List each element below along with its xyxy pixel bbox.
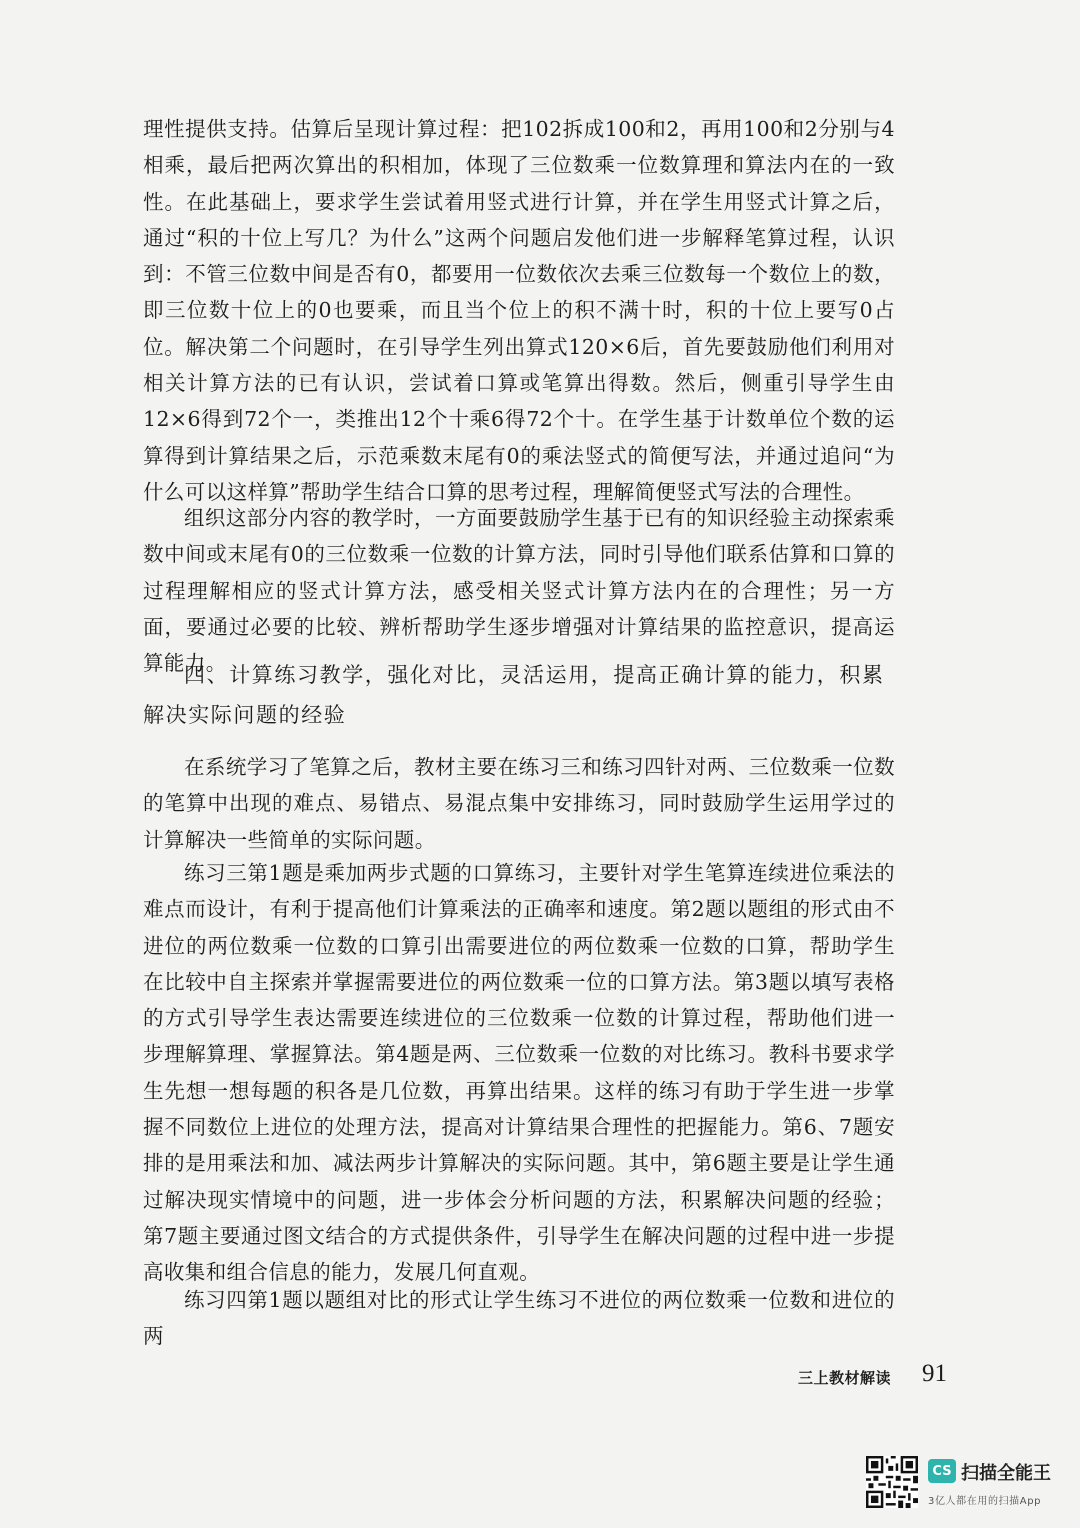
qr-code-icon: [866, 1456, 918, 1508]
paragraph-1: 理性提供支持。估算后呈现计算过程：把102拆成100和2，再用100和2分别与4相乘，最后把两次算出的积相加，体现了三位数乘一位数算理和算法内在的一致性。在此基础上，要求学生尝试着用竖式进行计算，并在学生用竖式计算之后，通过“积的十位上写几？为什么”这两个问题启发他们进一步解释笔算过程，认识到：不管三位数中间是否有0，都要用一位数依次去乘三位数每一个数位上的数，即三位数十位上的0也要乘，而且当个位上的积不满十时，积的十位上要写0占位。解决第二个问题时，在引导学生列出算式120×6后，首先要鼓励他们利用对相关计算方法的已有认识，尝试着口算或笔算出得数。然后，侧重引导学生由12×6得到72个一，类推出12个十乘6得72个十。在学生基于计数单位个数的运算得到计算结果之后，示范乘数末尾有0的乘法竖式的简便写法，并通过追问“为什么可以这样算”帮助学生结合口算的思考过程，理解简便竖式写法的合理性。: [143, 117, 895, 504]
footer-book-title: 三上教材解读: [798, 1369, 892, 1387]
page-number: 91: [922, 1360, 947, 1387]
paragraph-3: 在系统学习了笔算之后，教材主要在练习三和练习四针对两、三位数乘一位数的笔算中出现的难点、易错点、易混点集中安排练习，同时鼓励学生运用学过的计算解决一些简单的实际问题。: [143, 755, 895, 852]
scanner-app-tagline: 3亿人都在用的扫描App: [928, 1496, 1042, 1507]
paragraph-5: 练习四第1题以题组对比的形式让学生练习不进位的两位数乘一位数和进位的两: [143, 1288, 895, 1349]
scanner-app-logo: CS: [928, 1459, 956, 1483]
paragraph-4: 练习三第1题是乘加两步式题的口算练习，主要针对学生笔算连续进位乘法的难点而设计，有利于提高他们计算乘法的正确率和速度。第2题以题组的形式由不进位的两位数乘一位数的口算引出需要进位的两位数乘一位数的口算，帮助学生在比较中自主探索并掌握需要进位的两位数乘一位的口算方法。第3题以填写表格的方式引导学生表达需要连续进位的三位数乘一位数的计算过程，帮助他们进一步理解算理、掌握算法。第4题是两、三位数乘一位数的对比练习。教科书要求学生先想一想每题的积各是几位数，再算出结果。这样的练习有助于学生进一步掌握不同数位上进位的处理方法，提高对计算结果合理性的把握能力。第6、7题安排的是用乘法和加、减法两步计算解决的实际问题。其中，第6题主要是让学生通过解决现实情境中的问题，进一步体会分析问题的方法，积累解决问题的经验；第7题主要通过图文结合的方式提供条件，引导学生在解决问题的过程中进一步提高收集和组合信息的能力，发展几何直观。: [143, 861, 895, 1285]
section-heading: 四、计算练习教学，强化对比，灵活运用，提高正确计算的能力，积累解决实际问题的经验: [143, 663, 885, 727]
paragraph-2: 组织这部分内容的教学时，一方面要鼓励学生基于已有的知识经验主动探索乘数中间或末尾有0的三位数乘一位数的计算方法，同时引导他们联系估算和口算的过程理解相应的竖式计算方法，感受相关竖式计算方法内在的合理性；另一方面，要通过必要的比较、辨析帮助学生逐步增强对计算结果的监控意识，提高运算能力。: [143, 506, 895, 676]
scanner-app-name: 扫描全能王: [961, 1463, 1051, 1484]
